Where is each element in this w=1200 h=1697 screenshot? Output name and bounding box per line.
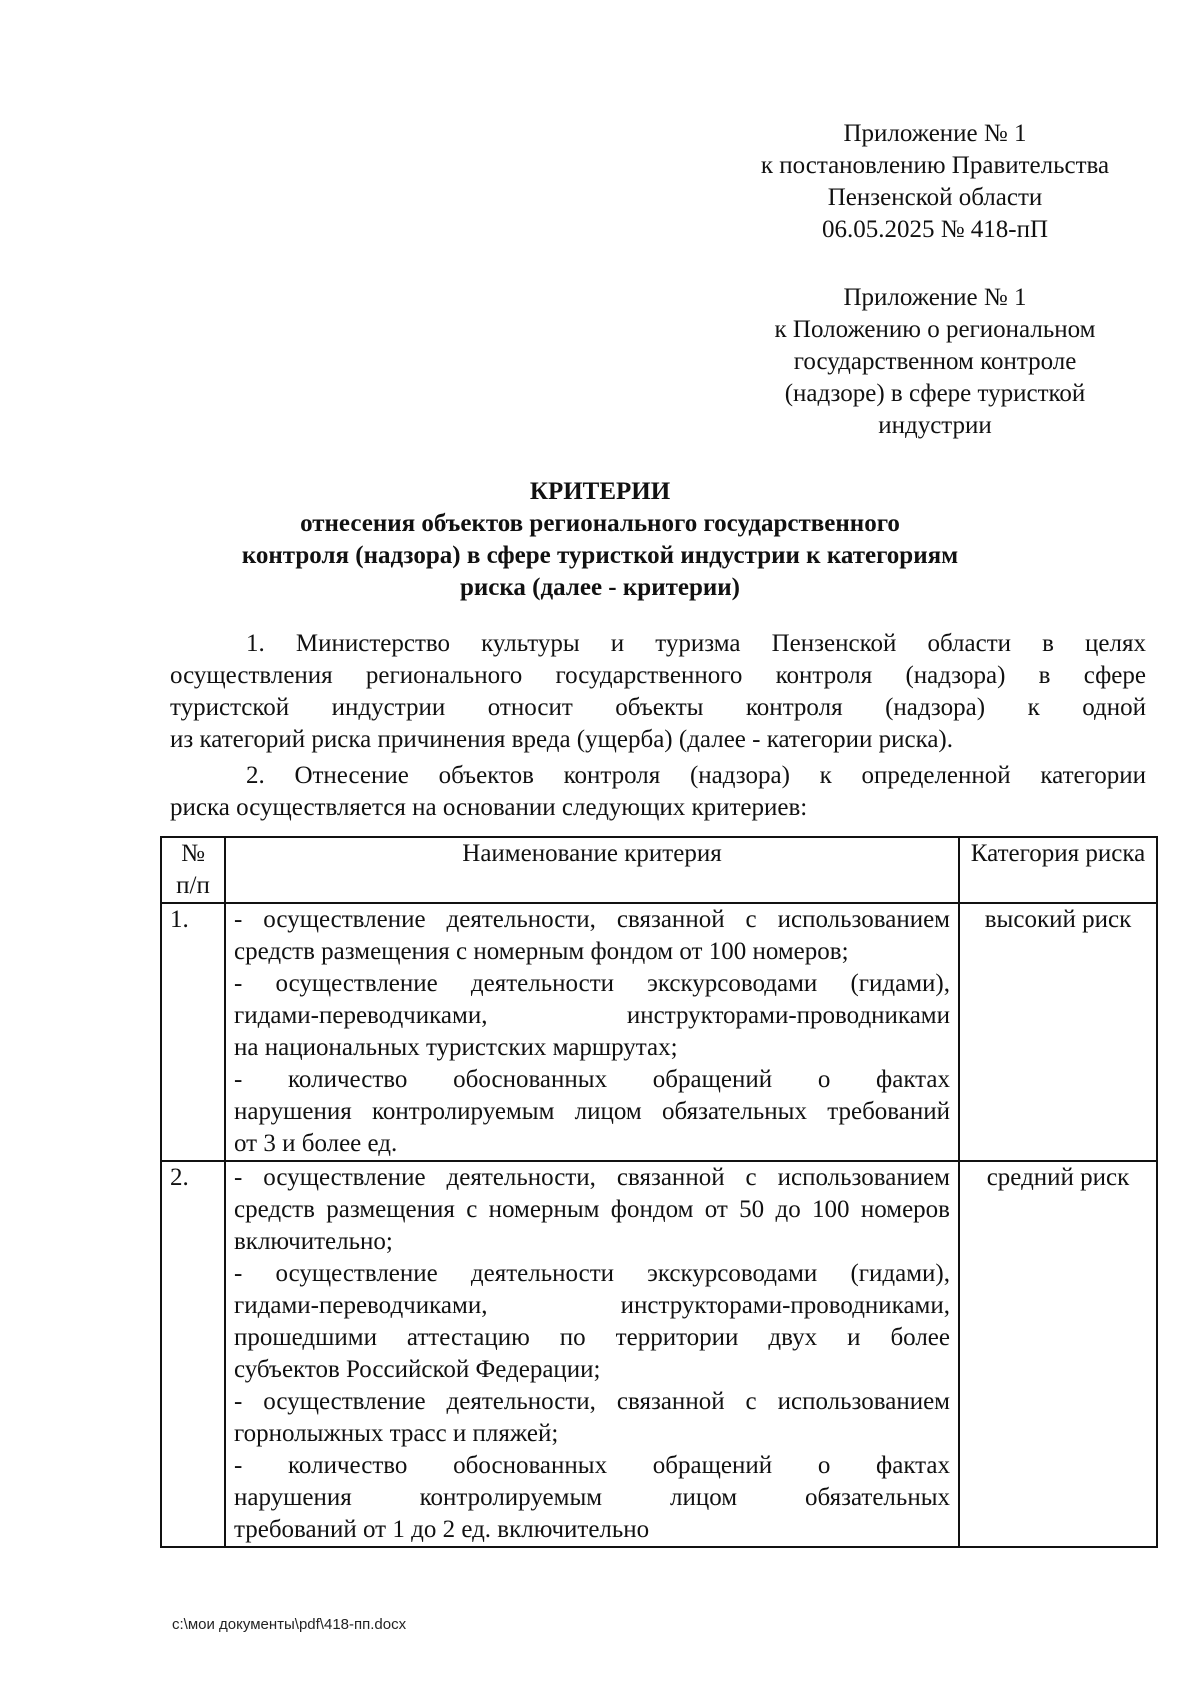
row-category: средний риск (959, 1161, 1157, 1547)
header-name: Наименование критерия (225, 837, 959, 903)
criteria-line: горнолыжных трасс и пляжей; (234, 1420, 559, 1447)
criteria-line: - количество обоснованных обращений о фактах (234, 1452, 950, 1479)
criteria-line: нарушения контролируемым лицом обязательных (234, 1484, 950, 1511)
title-line: отнесения объектов регионального государственного (300, 510, 900, 537)
criteria-line: гидами-переводчиками, инструкторами-проводниками (234, 1002, 950, 1029)
criteria-line: средств размещения с номерным фондом от 100 номеров; (234, 938, 849, 965)
row-criteria (225, 903, 959, 1161)
table-header-row (161, 837, 1157, 903)
paragraph-line: 2. Отнесение объектов контроля (надзора) к определенной категории (246, 762, 1146, 789)
paragraph-line: из категорий риска причинения вреда (ущерба) (далее - категории риска). (170, 726, 954, 753)
criteria-line: от 3 и более ед. (234, 1130, 398, 1157)
annex-2-header (735, 282, 1135, 442)
annex-line: индустрии (878, 412, 992, 439)
paragraph-line: туристской индустрии относит объекты контроля (надзора) к одной (170, 694, 1146, 721)
criteria-line: на национальных туристских маршрутах; (234, 1034, 678, 1061)
table-row (161, 903, 1157, 1161)
criteria-line: - осуществление деятельности, связанной с использованием (234, 1388, 950, 1415)
annex-line: (надзоре) в сфере туристкой (784, 380, 1086, 407)
paragraph-2 (170, 760, 1146, 824)
row-criteria (225, 1161, 959, 1547)
row-number: 2. (161, 1161, 225, 1547)
criteria-line: гидами-переводчиками, инструкторами-проводниками, (234, 1292, 950, 1319)
file-path-footer: c:\мои документы\pdf\418-пп.docx (172, 1616, 407, 1633)
criteria-table (160, 836, 1158, 1548)
criteria-line: субъектов Российской Федерации; (234, 1356, 601, 1383)
paragraph-1 (170, 628, 1146, 756)
paragraph-line: риска осуществляется на основании следующих критериев: (170, 794, 808, 821)
annex-line: 06.05.2025 № 418-пП (821, 216, 1049, 243)
annex-line: к Положению о региональном (774, 316, 1096, 343)
annex-line: Пензенской области (827, 184, 1043, 211)
criteria-line: - осуществление деятельности, связанной с использованием (234, 906, 950, 933)
annex-line: к постановлению Правительства (760, 152, 1110, 179)
paragraph-line: осуществления регионального государственного контроля (надзора) в сфере (170, 662, 1146, 689)
annex-line: Приложение № 1 (843, 120, 1027, 147)
annex-line: Приложение № 1 (843, 284, 1027, 311)
row-number: 1. (161, 903, 225, 1161)
title-line: контроля (надзора) в сфере туристкой индустрии к категориям (241, 542, 959, 569)
row-category: высокий риск (959, 903, 1157, 1161)
paragraph-line: 1. Министерство культуры и туризма Пензенской области в целях (246, 630, 1146, 657)
criteria-line: требований от 1 до 2 ед. включительно (234, 1516, 650, 1543)
criteria-line: прошедшими аттестацию по территории двух и более (234, 1324, 950, 1351)
annex-1-header (735, 118, 1135, 246)
criteria-line: - осуществление деятельности, связанной с использованием (234, 1164, 950, 1191)
criteria-line: - количество обоснованных обращений о фактах (234, 1066, 950, 1093)
title-line: КРИТЕРИИ (529, 478, 671, 505)
table-row (161, 1161, 1157, 1547)
criteria-line: нарушения контролируемым лицом обязательных требований (234, 1098, 950, 1125)
title-line: риска (далее - критерии) (459, 574, 741, 601)
criteria-line: включительно; (234, 1228, 393, 1255)
criteria-line: - осуществление деятельности экскурсоводами (гидами), (234, 1260, 950, 1287)
header-category: Категория риска (959, 837, 1157, 903)
header-num: № п/п (161, 837, 225, 903)
criteria-line: средств размещения с номерным фондом от 50 до 100 номеров (234, 1196, 950, 1223)
criteria-line: - осуществление деятельности экскурсоводами (гидами), (234, 970, 950, 997)
annex-line: государственном контроле (793, 348, 1077, 375)
document-title (0, 476, 1200, 604)
